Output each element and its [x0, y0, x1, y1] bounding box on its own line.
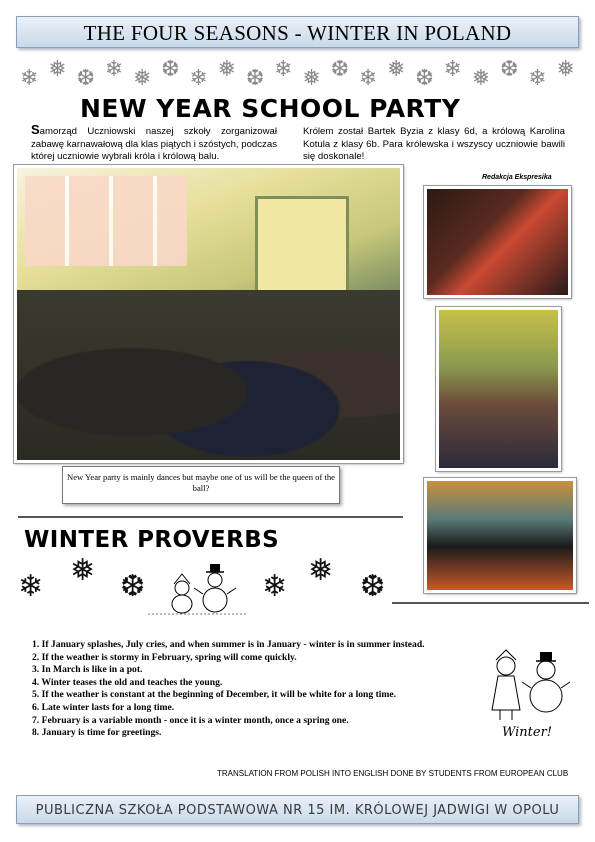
list-item: 7. February is a variable month - once it is a winter month, once a spring one. — [32, 714, 349, 726]
snowflake-icon: ❄ — [20, 66, 39, 91]
party-heading: NEW YEAR SCHOOL PARTY — [80, 94, 461, 123]
snowflake-icon: ❅ — [556, 57, 575, 82]
party-photo-masks — [424, 478, 576, 593]
snowflake-icon: ❆ — [161, 57, 180, 82]
drop-cap: S — [31, 122, 40, 137]
snowflake-icon: ❅ — [48, 57, 67, 82]
translation-credit: TRANSLATION FROM POLISH INTO ENGLISH DONE BY STUDENTS FROM EUROPEAN CLUB — [217, 769, 569, 778]
party-photo-main — [14, 165, 403, 463]
footer-banner — [16, 795, 579, 824]
drawing-lettering: Winter! — [502, 725, 553, 740]
list-item: 2. If the weather is stormy in February, spring will come quickly. — [32, 651, 297, 663]
list-item: 4. Winter teases the old and teaches the young. — [32, 676, 223, 688]
party-paragraph-left — [31, 124, 277, 164]
snowflake-icon: ❅ — [308, 553, 334, 588]
snowflake-icon: ❆ — [360, 569, 386, 604]
snowflake-icon: ❄ — [104, 57, 124, 82]
header-banner — [16, 16, 579, 48]
dancing-crowd — [17, 290, 400, 460]
snowflake-icon: ❄ — [358, 66, 378, 91]
snowman-drawing — [148, 562, 248, 617]
snowflake-icon: ❅ — [217, 57, 237, 82]
snowflake-icon: ❆ — [330, 57, 350, 82]
snowflake-icon: ❄ — [443, 57, 462, 82]
list-item: 6. Late winter lasts for a long time. — [32, 701, 175, 713]
snowflake-icon: ❅ — [70, 553, 96, 588]
photo-credit: Redakcja Ekspresika — [482, 174, 552, 181]
snowflake-icon: ❆ — [415, 66, 434, 91]
list-item: 1. If January splashes, July cries, and when summer is in January - winter is in summer instead. — [32, 639, 425, 650]
wall-drawings — [25, 176, 187, 266]
page-title: THE FOUR SEASONS - WINTER IN POLAND — [83, 21, 512, 45]
list-item: 3. In March is like in a pot. — [32, 664, 143, 676]
snowflake-icon: ❆ — [76, 66, 95, 91]
snowflake-icon: ❅ — [132, 66, 152, 91]
section-divider — [18, 516, 403, 518]
party-photo-girls — [424, 186, 571, 298]
snowflake-icon: ❆ — [499, 57, 519, 82]
snowflake-border — [20, 56, 575, 92]
snowflake-icon: ❅ — [302, 66, 321, 91]
snowflake-icon: ❆ — [245, 66, 265, 91]
photo-caption: New Year party is mainly dances but maybe one of us will be the queen of the ball? — [62, 466, 340, 504]
list-item: 8. January is time for greetings. — [32, 727, 162, 739]
snowflake-icon: ❄ — [274, 57, 293, 82]
snowflake-icon: ❄ — [189, 66, 208, 91]
party-photo-classroom — [436, 307, 561, 471]
snowflake-icon: ❄ — [528, 66, 547, 91]
snowflake-icon: ❆ — [120, 569, 146, 604]
proverb-list — [32, 639, 552, 740]
party-paragraph-right: Królem został Bartek Byzia z klasy 6d, a królową Karolina Kotula z klasy 6b. Para królewska i wszyscy uczniowie bawili się doskonale! — [303, 126, 565, 162]
snowflake-icon: ❅ — [471, 66, 491, 91]
section-divider — [392, 602, 589, 604]
party-paragraph-left-text: amorząd Uczniowski naszej szkoły zorganizował zabawę karnawałową dla klas piątych i szóstych, podczas której uczniowie wybrali króla i królową balu. — [31, 126, 277, 162]
list-item: 5. If the weather is constant at the beginning of December, it will be white for a long time. — [32, 689, 397, 701]
snowflake-icon: ❄ — [262, 569, 288, 604]
snowflake-icon: ❅ — [387, 57, 406, 82]
snowflake-icon: ❄ — [18, 569, 44, 604]
school-name: PUBLICZNA SZKOŁA PODSTAWOWA NR 15 IM. KRÓLOWEJ JADWIGI W OPOLU — [35, 803, 560, 818]
winter-kids-drawing — [484, 648, 574, 740]
proverbs-heading: WINTER PROVERBS — [24, 527, 280, 553]
